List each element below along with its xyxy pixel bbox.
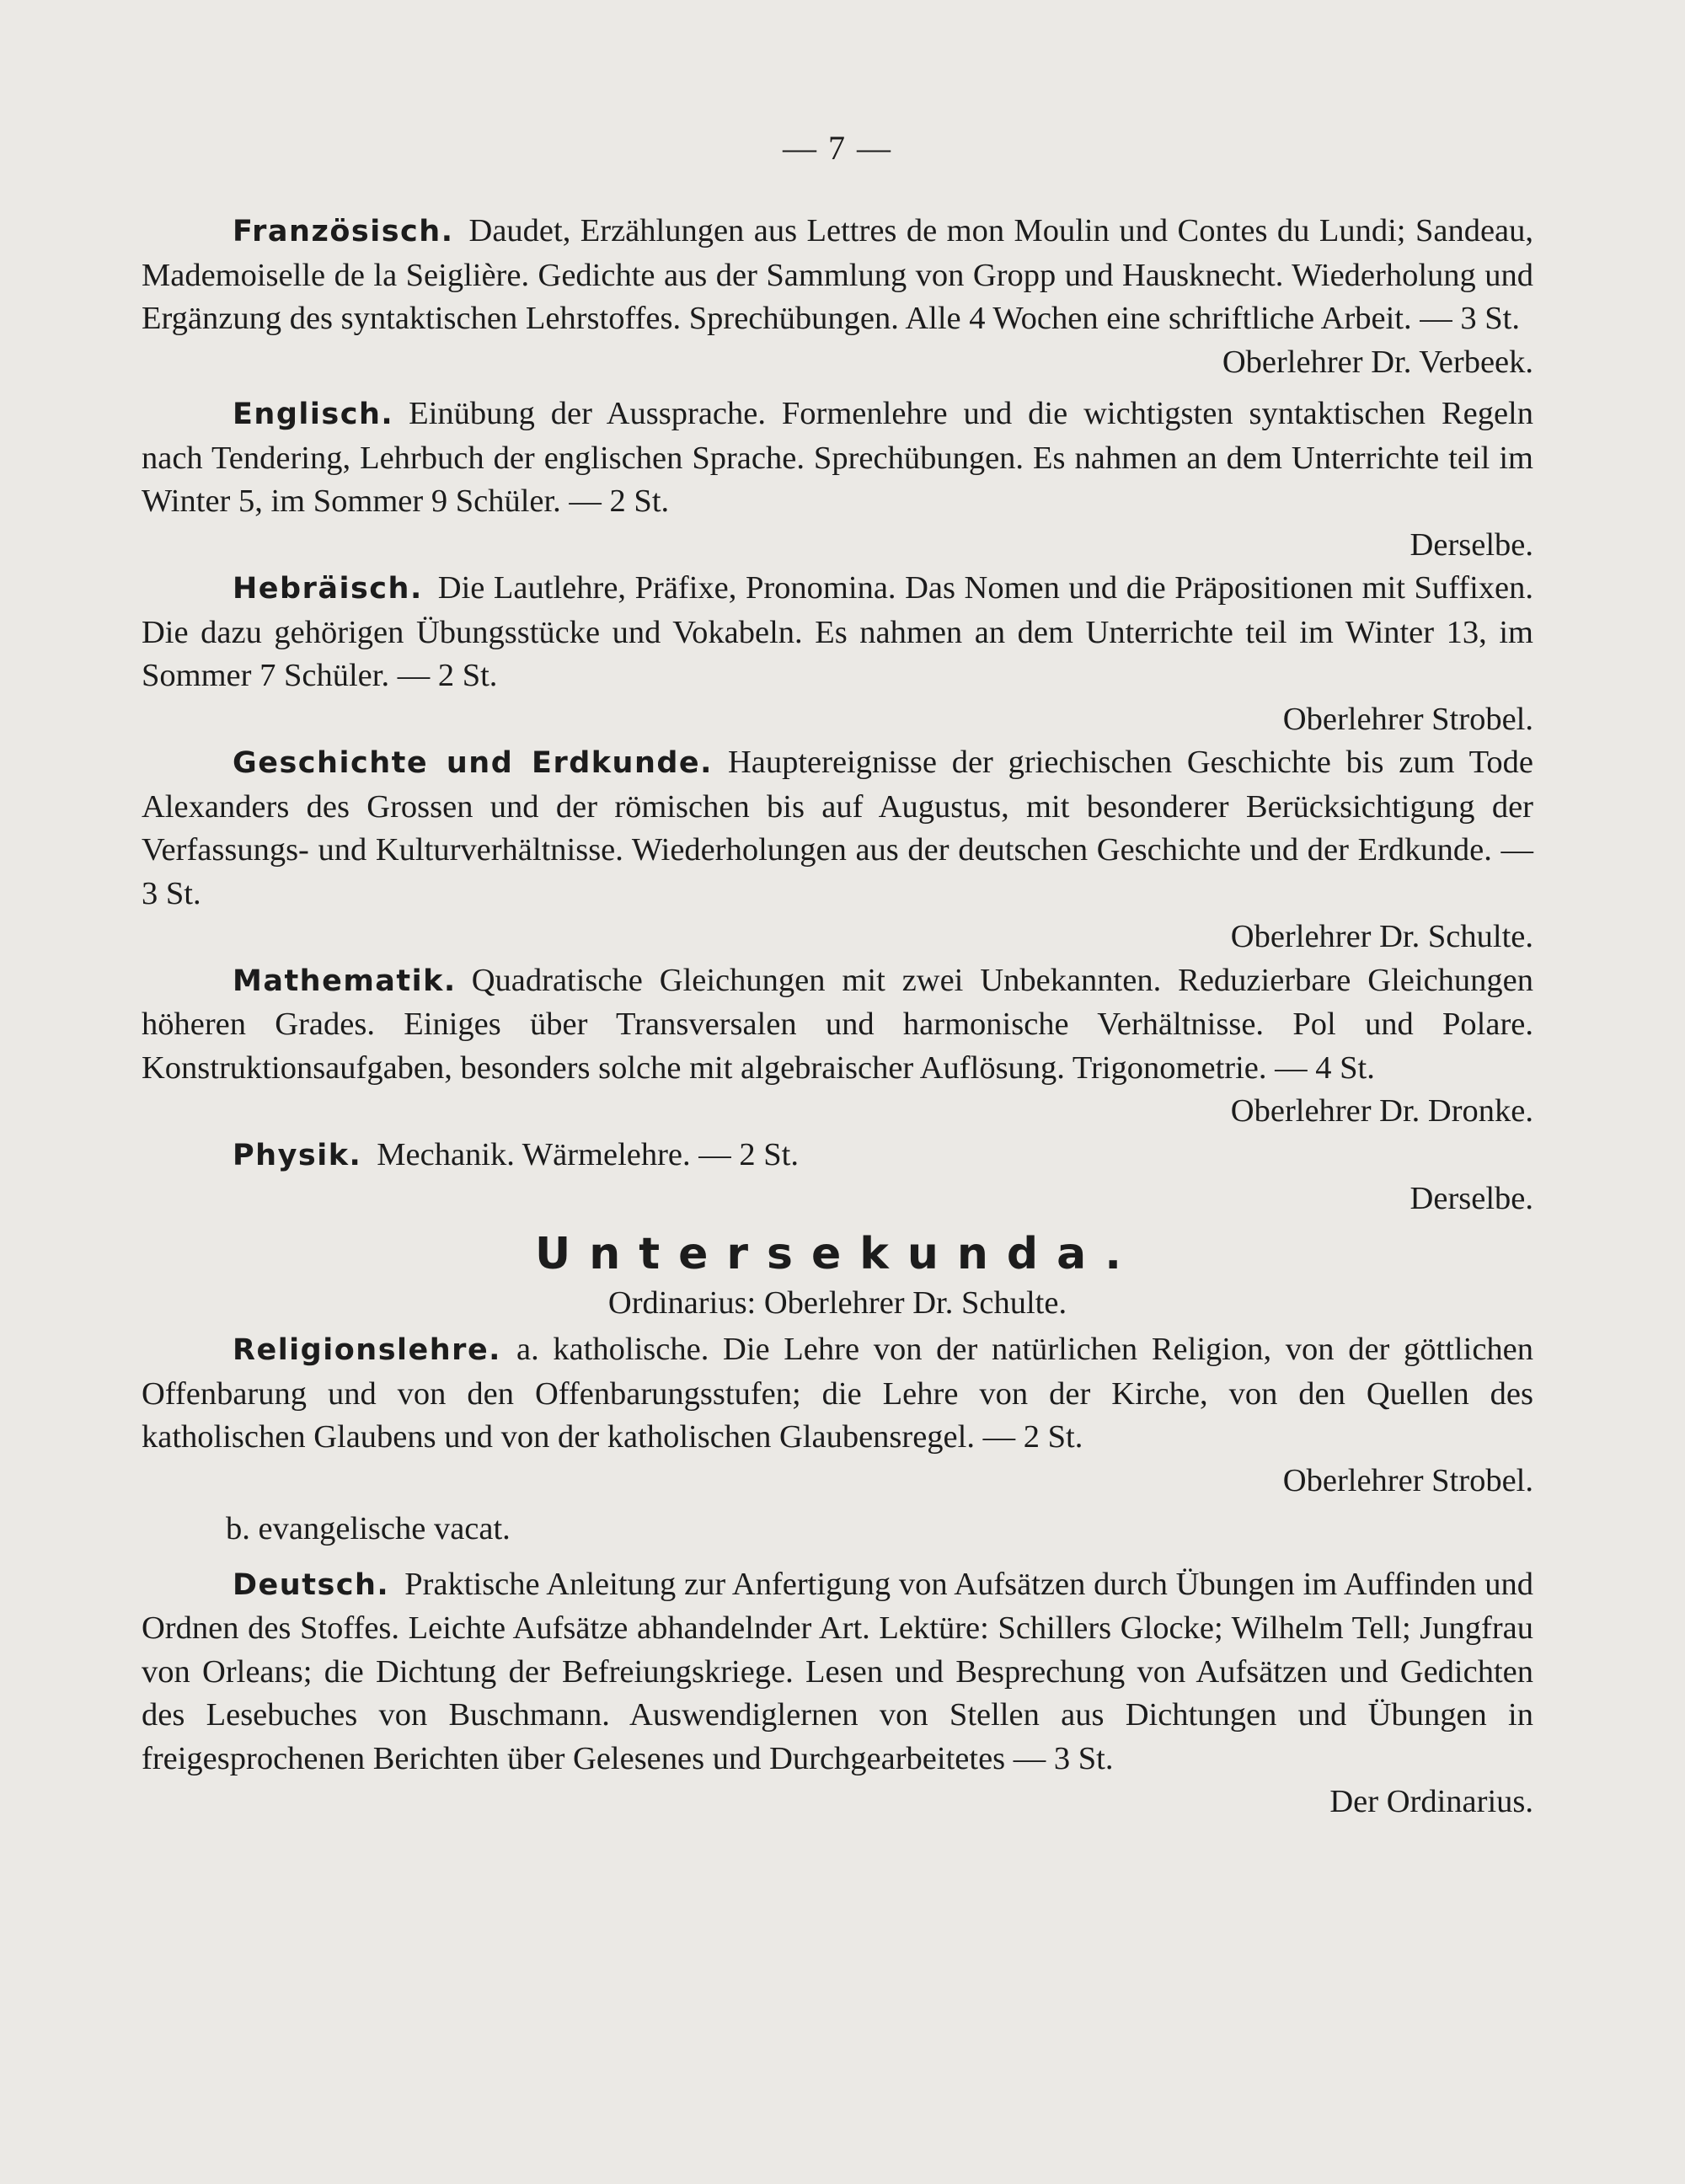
paragraph-mathematik [142, 959, 1533, 1091]
page-number: — 7 — [783, 129, 892, 167]
paragraph-franzoesisch [142, 210, 1533, 341]
paragraph-englisch [142, 392, 1533, 524]
subject-heading-englisch: Englisch. [233, 398, 394, 431]
paragraph-text: Daudet, Erzählungen aus Lettres de mon Moulin und Contes du Lundi; Sandeau, Mademoiselle de la Seiglière. Gedichte aus der Sammlung von Gropp und Hausknecht. Wiederholung und Ergänzung des syntaktischen Lehrstoffes. Sprechübungen. Alle 4 Wochen eine schriftliche Arbeit. — 3 St. [142, 213, 1533, 336]
teacher-physik: Derselbe. [1410, 1181, 1533, 1216]
teacher-hebraeisch: Oberlehrer Strobel. [1282, 701, 1533, 737]
paragraph-geschichte [142, 741, 1533, 916]
teacher-englisch: Derselbe. [1410, 526, 1533, 563]
paragraph-text: Quadratische Gleichungen mit zwei Unbekannten. Reduzierbare Gleichungen höheren Grades. Einiges über Transversalen und harmonische Verhältnisse. Pol und Polare. Konstruktionsaufgaben, besonders solche mit algebraischer Auflösung. Trigonometrie. — 4 St. [142, 962, 1533, 1086]
paragraph-hebraeisch [142, 567, 1533, 698]
subject-heading-geschichte: Geschichte und Erdkunde. [233, 746, 713, 780]
subject-heading-mathematik: Mathematik. [233, 964, 457, 998]
paragraph-text: Einübung der Aussprache. Formenlehre und die wichtigsten syntaktischen Regeln nach Tendering, Lehrbuch der englischen Sprache. Sprechübungen. Es nahmen an dem Unterrichte teil im Winter 5, im Sommer 9 Schüler. — 2 St. [142, 396, 1533, 519]
paragraph-text: Die Lautlehre, Präfixe, Pronomina. Das Nomen und die Präpositionen mit Suffixen. Die dazu gehörigen Übungsstücke und Vokabeln. Es nahmen an dem Unterrichte teil im Winter 13, im Sommer 7 Schüler. — 2 St. [142, 570, 1533, 693]
evangelische-line: b. evangelische vacat. [226, 1511, 511, 1546]
ordinarius-line: Ordinarius: Oberlehrer Dr. Schulte. [607, 1284, 1067, 1321]
paragraph-physik [142, 1134, 1533, 1178]
paragraph-text: Praktische Anleitung zur Anfertigung von Aufsätzen durch Übungen im Auffinden und Ordnen des Stoffes. Leichte Aufsätze abhandelnder Art. Lektüre: Schillers Glocke; Wilhelm Tell; Jungfrau von Orleans; die Dichtung der Befreiungskriege. Lesen und Besprechung von Aufsätzen und Gedichten des Lesebuches von Buschmann. Auswendiglernen von Stellen aus Dichtungen und Übungen in freigesprochenen Berichten über Gelesenes und Durchgearbeitetes — 3 St. [142, 1566, 1533, 1776]
paragraph-deutsch [142, 1563, 1533, 1781]
subject-heading-hebraeisch: Hebräisch. [233, 572, 423, 606]
subject-heading-physik: Physik. [233, 1138, 362, 1172]
teacher-geschichte: Oberlehrer Dr. Schulte. [1230, 919, 1533, 954]
subject-heading-deutsch: Deutsch. [233, 1567, 390, 1602]
subject-heading-franzoesisch: Französisch. [233, 215, 454, 248]
paragraph-text: a. katholische. Die Lehre von der natürlichen Religion, von der göttlichen Offenbarung und von den Offenbarungsstufen; die Lehre von der Kirche, von den Quellen des katholischen Glaubens und von der katholischen Glaubensregel. — 2 St. [142, 1332, 1533, 1455]
teacher-religionslehre: Oberlehrer Strobel. [1282, 1462, 1533, 1498]
paragraph-religionslehre [142, 1328, 1533, 1460]
teacher-deutsch: Der Ordinarius. [1329, 1784, 1533, 1819]
teacher-mathematik: Oberlehrer Dr. Dronke. [1230, 1093, 1533, 1129]
paragraph-text: Hauptereignisse der griechischen Geschichte bis zum Tode Alexanders des Grossen und der römischen bis auf Augustus, mit besonderer Berücksichtigung der Verfassungs- und Kulturverhältnisse. Wiederholungen aus der deutschen Geschichte und der Erdkunde. — 3 St. [142, 745, 1533, 911]
subject-heading-religionslehre: Religionslehre. [233, 1333, 501, 1367]
teacher-franzoesisch: Oberlehrer Dr. Verbeek. [1222, 344, 1533, 380]
section-title-untersekunda: Untersekunda. [535, 1228, 1140, 1279]
paragraph-text: Mechanik. Wärmelehre. — 2 St. [377, 1136, 800, 1172]
